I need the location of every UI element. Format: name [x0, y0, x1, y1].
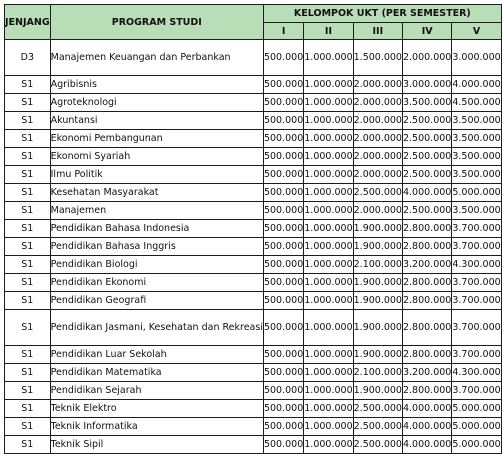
table-row — [5, 148, 502, 166]
cell-group-v: 3.500.000 — [452, 130, 501, 148]
cell-program-studi: Agroteknologi — [50, 94, 263, 112]
cell-group-ii: 1.000.000 — [304, 130, 353, 148]
cell-group-v: 3.700.000 — [452, 220, 501, 238]
cell-group-i: 500.000 — [263, 418, 303, 436]
cell-group-ii: 1.000.000 — [304, 184, 353, 202]
table-row — [5, 274, 502, 292]
cell-group-iv: 3.000.000 — [402, 76, 451, 94]
header-kelompok-ukt: KELOMPOK UKT (PER SEMESTER) — [263, 5, 501, 23]
cell-group-v: 3.700.000 — [452, 238, 501, 256]
cell-group-i: 500.000 — [263, 76, 303, 94]
table-row — [5, 400, 502, 418]
cell-group-i: 500.000 — [263, 436, 303, 454]
table-body — [5, 40, 502, 454]
cell-group-ii: 1.000.000 — [304, 76, 353, 94]
cell-group-i: 500.000 — [263, 220, 303, 238]
cell-group-ii: 1.000.000 — [304, 94, 353, 112]
cell-group-ii: 1.000.000 — [304, 292, 353, 310]
cell-group-ii: 1.000.000 — [304, 436, 353, 454]
cell-group-iv: 2.500.000 — [402, 112, 451, 130]
cell-group-v: 4.300.000 — [452, 256, 501, 274]
cell-group-iv: 2.800.000 — [402, 238, 451, 256]
cell-jenjang: S1 — [5, 436, 51, 454]
cell-group-i: 500.000 — [263, 238, 303, 256]
header-group-v: V — [452, 23, 501, 40]
cell-jenjang: S1 — [5, 76, 51, 94]
cell-group-i: 500.000 — [263, 94, 303, 112]
cell-program-studi: Pendidikan Geografi — [50, 292, 263, 310]
cell-group-iv: 4.000.000 — [402, 436, 451, 454]
cell-group-ii: 1.000.000 — [304, 400, 353, 418]
cell-group-iii: 2.500.000 — [353, 400, 402, 418]
cell-jenjang: S1 — [5, 94, 51, 112]
table-row — [5, 202, 502, 220]
cell-group-iii: 2.000.000 — [353, 94, 402, 112]
cell-program-studi: Pendidikan Bahasa Inggris — [50, 238, 263, 256]
cell-group-i: 500.000 — [263, 130, 303, 148]
cell-group-v: 3.700.000 — [452, 346, 501, 364]
cell-program-studi: Ilmu Politik — [50, 166, 263, 184]
cell-program-studi: Kesehatan Masyarakat — [50, 184, 263, 202]
table-row — [5, 220, 502, 238]
cell-jenjang: S1 — [5, 310, 51, 346]
table-row — [5, 130, 502, 148]
cell-jenjang: S1 — [5, 382, 51, 400]
cell-group-v: 3.700.000 — [452, 310, 501, 346]
cell-group-v: 4.500.000 — [452, 94, 501, 112]
cell-group-iii: 1.900.000 — [353, 346, 402, 364]
cell-group-iii: 2.000.000 — [353, 148, 402, 166]
cell-group-iv: 2.500.000 — [402, 130, 451, 148]
cell-jenjang: S1 — [5, 256, 51, 274]
cell-group-iii: 1.900.000 — [353, 382, 402, 400]
header-group-iv: IV — [402, 23, 451, 40]
cell-group-v: 4.000.000 — [452, 76, 501, 94]
header-group-ii: II — [304, 23, 353, 40]
cell-group-iv: 4.000.000 — [402, 400, 451, 418]
cell-group-iv: 4.000.000 — [402, 184, 451, 202]
cell-group-ii: 1.000.000 — [304, 112, 353, 130]
cell-group-i: 500.000 — [263, 346, 303, 364]
cell-group-v: 3.000.000 — [452, 40, 501, 76]
cell-group-iv: 4.000.000 — [402, 418, 451, 436]
cell-group-ii: 1.000.000 — [304, 202, 353, 220]
cell-group-ii: 1.000.000 — [304, 40, 353, 76]
table-header — [5, 5, 502, 40]
ukt-table — [4, 4, 502, 454]
cell-program-studi: Agribisnis — [50, 76, 263, 94]
cell-jenjang: S1 — [5, 112, 51, 130]
cell-group-iii: 2.000.000 — [353, 166, 402, 184]
cell-group-v: 3.500.000 — [452, 202, 501, 220]
cell-group-i: 500.000 — [263, 310, 303, 346]
header-group-i: I — [263, 23, 303, 40]
cell-program-studi: Pendidikan Bahasa Indonesia — [50, 220, 263, 238]
cell-group-ii: 1.000.000 — [304, 364, 353, 382]
cell-group-iv: 2.500.000 — [402, 202, 451, 220]
cell-group-ii: 1.000.000 — [304, 382, 353, 400]
cell-group-iv: 3.500.000 — [402, 94, 451, 112]
cell-group-iv: 2.800.000 — [402, 292, 451, 310]
cell-group-ii: 1.000.000 — [304, 220, 353, 238]
cell-group-iv: 2.800.000 — [402, 274, 451, 292]
cell-group-ii: 1.000.000 — [304, 418, 353, 436]
cell-group-iii: 1.500.000 — [353, 40, 402, 76]
table-row — [5, 238, 502, 256]
cell-group-i: 500.000 — [263, 112, 303, 130]
cell-group-i: 500.000 — [263, 184, 303, 202]
cell-group-i: 500.000 — [263, 166, 303, 184]
cell-jenjang: S1 — [5, 202, 51, 220]
cell-jenjang: S1 — [5, 148, 51, 166]
table-row — [5, 436, 502, 454]
cell-group-iii: 1.900.000 — [353, 310, 402, 346]
cell-group-ii: 1.000.000 — [304, 274, 353, 292]
cell-group-i: 500.000 — [263, 292, 303, 310]
cell-group-iii: 2.000.000 — [353, 76, 402, 94]
cell-program-studi: Ekonomi Syariah — [50, 148, 263, 166]
cell-jenjang: S1 — [5, 364, 51, 382]
cell-group-iii: 2.000.000 — [353, 130, 402, 148]
cell-jenjang: S1 — [5, 166, 51, 184]
cell-jenjang: S1 — [5, 400, 51, 418]
cell-group-v: 3.500.000 — [452, 166, 501, 184]
table-row — [5, 40, 502, 76]
cell-group-iv: 2.800.000 — [402, 382, 451, 400]
cell-jenjang: S1 — [5, 418, 51, 436]
cell-group-v: 5.000.000 — [452, 436, 501, 454]
cell-group-i: 500.000 — [263, 364, 303, 382]
cell-group-iii: 1.900.000 — [353, 274, 402, 292]
cell-program-studi: Manajemen — [50, 202, 263, 220]
cell-program-studi: Pendidikan Ekonomi — [50, 274, 263, 292]
table-row — [5, 112, 502, 130]
cell-group-iii: 1.900.000 — [353, 292, 402, 310]
table-row — [5, 184, 502, 202]
cell-program-studi: Akuntansi — [50, 112, 263, 130]
cell-group-v: 4.300.000 — [452, 364, 501, 382]
cell-group-ii: 1.000.000 — [304, 346, 353, 364]
cell-program-studi: Pendidikan Sejarah — [50, 382, 263, 400]
table-row — [5, 166, 502, 184]
cell-group-v: 5.000.000 — [452, 418, 501, 436]
cell-group-iv: 2.000.000 — [402, 40, 451, 76]
table-row — [5, 382, 502, 400]
cell-jenjang: S1 — [5, 220, 51, 238]
cell-group-iv: 2.800.000 — [402, 346, 451, 364]
cell-program-studi: Teknik Sipil — [50, 436, 263, 454]
cell-group-iii: 2.500.000 — [353, 418, 402, 436]
cell-group-iv: 2.500.000 — [402, 166, 451, 184]
cell-group-i: 500.000 — [263, 202, 303, 220]
cell-group-i: 500.000 — [263, 256, 303, 274]
cell-group-v: 3.700.000 — [452, 274, 501, 292]
table-row — [5, 346, 502, 364]
table-row — [5, 310, 502, 346]
cell-group-iii: 2.100.000 — [353, 364, 402, 382]
table-row — [5, 364, 502, 382]
cell-group-iv: 2.500.000 — [402, 148, 451, 166]
cell-group-iii: 2.100.000 — [353, 256, 402, 274]
cell-group-i: 500.000 — [263, 148, 303, 166]
cell-group-v: 3.700.000 — [452, 292, 501, 310]
cell-group-v: 3.700.000 — [452, 382, 501, 400]
cell-group-iii: 2.500.000 — [353, 436, 402, 454]
cell-group-ii: 1.000.000 — [304, 166, 353, 184]
cell-program-studi: Teknik Elektro — [50, 400, 263, 418]
ukt-table-container — [4, 4, 502, 454]
header-jenjang: JENJANG — [5, 5, 51, 40]
cell-group-i: 500.000 — [263, 400, 303, 418]
cell-group-iv: 2.800.000 — [402, 310, 451, 346]
cell-group-iii: 1.900.000 — [353, 238, 402, 256]
cell-jenjang: S1 — [5, 238, 51, 256]
cell-jenjang: S1 — [5, 346, 51, 364]
cell-group-v: 5.000.000 — [452, 184, 501, 202]
cell-group-v: 3.500.000 — [452, 148, 501, 166]
cell-group-ii: 1.000.000 — [304, 256, 353, 274]
cell-group-ii: 1.000.000 — [304, 238, 353, 256]
cell-group-iv: 3.200.000 — [402, 256, 451, 274]
cell-group-iv: 3.200.000 — [402, 364, 451, 382]
cell-jenjang: S1 — [5, 292, 51, 310]
table-row — [5, 94, 502, 112]
cell-group-ii: 1.000.000 — [304, 310, 353, 346]
cell-group-iv: 2.800.000 — [402, 220, 451, 238]
cell-group-i: 500.000 — [263, 274, 303, 292]
cell-group-v: 5.000.000 — [452, 400, 501, 418]
cell-program-studi: Pendidikan Biologi — [50, 256, 263, 274]
cell-group-i: 500.000 — [263, 40, 303, 76]
cell-group-iii: 2.000.000 — [353, 202, 402, 220]
table-row — [5, 76, 502, 94]
table-row — [5, 418, 502, 436]
cell-program-studi: Pendidikan Matematika — [50, 364, 263, 382]
header-group-iii: III — [353, 23, 402, 40]
cell-group-i: 500.000 — [263, 382, 303, 400]
header-program-studi: PROGRAM STUDI — [50, 5, 263, 40]
cell-group-ii: 1.000.000 — [304, 148, 353, 166]
table-row — [5, 256, 502, 274]
cell-program-studi: Manajemen Keuangan dan Perbankan — [50, 40, 263, 76]
cell-program-studi: Pendidikan Jasmani, Kesehatan dan Rekreasi — [50, 310, 263, 346]
cell-group-iii: 2.500.000 — [353, 184, 402, 202]
cell-jenjang: S1 — [5, 130, 51, 148]
cell-program-studi: Pendidikan Luar Sekolah — [50, 346, 263, 364]
cell-jenjang: D3 — [5, 40, 51, 76]
cell-jenjang: S1 — [5, 184, 51, 202]
cell-group-v: 3.500.000 — [452, 112, 501, 130]
cell-program-studi: Teknik Informatika — [50, 418, 263, 436]
table-row — [5, 292, 502, 310]
cell-program-studi: Ekonomi Pembangunan — [50, 130, 263, 148]
cell-group-iii: 2.000.000 — [353, 112, 402, 130]
cell-jenjang: S1 — [5, 274, 51, 292]
cell-group-iii: 1.900.000 — [353, 220, 402, 238]
